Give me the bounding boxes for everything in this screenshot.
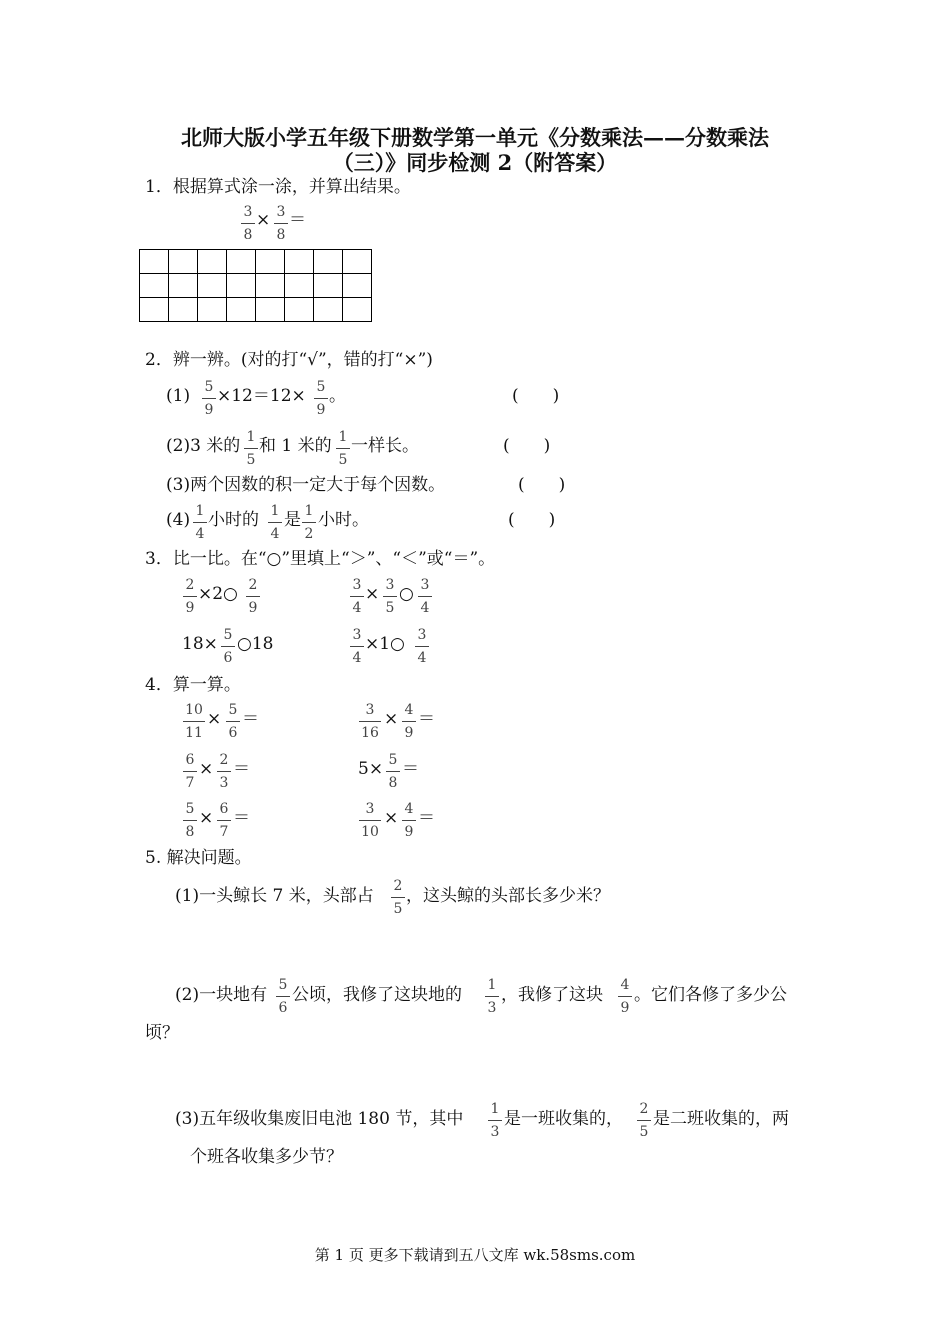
grid-cell[interactable] <box>285 298 314 322</box>
numerator: 3 <box>417 627 427 643</box>
denominator: 2 <box>304 526 314 542</box>
denominator: 9 <box>620 1000 630 1016</box>
q4b-times: × <box>384 709 399 729</box>
denominator: 4 <box>420 600 430 616</box>
denominator: 9 <box>185 600 195 616</box>
q5-problem2-text-1: (2)一块地有 <box>175 985 268 1005</box>
numerator: 3 <box>352 627 362 643</box>
fraction-bar <box>202 398 216 399</box>
numerator: 6 <box>185 752 195 768</box>
q4b-equals: ＝ <box>418 709 435 729</box>
numerator: 3 <box>385 577 395 593</box>
grid-cell[interactable] <box>169 274 198 298</box>
numerator: 5 <box>388 752 398 768</box>
denominator: 6 <box>278 1000 288 1016</box>
fraction-bar <box>637 1120 651 1121</box>
numerator: 4 <box>620 977 630 993</box>
numerator: 5 <box>204 379 214 395</box>
q2-item2-text: 和 1 米的 <box>259 436 332 456</box>
fraction-bar <box>314 398 328 399</box>
numerator: 2 <box>248 577 258 593</box>
denominator: 5 <box>393 901 403 917</box>
fraction-bar <box>183 820 197 821</box>
q2-item1-text: ×12＝12× <box>217 386 306 406</box>
q2-item2-answer-paren[interactable]: ( ) <box>503 436 551 456</box>
q3b-times: × <box>365 584 380 604</box>
fraction-bar <box>391 897 405 898</box>
numerator: 1 <box>487 977 497 993</box>
q5-problem2-text-5: 顷？ <box>145 1023 179 1043</box>
fraction-bar <box>276 996 290 997</box>
q4f-times: × <box>384 808 399 828</box>
grid-cell[interactable] <box>227 274 256 298</box>
grid-row <box>140 250 372 274</box>
denominator: 5 <box>385 600 395 616</box>
q4-heading: 4．算一算。 <box>145 675 241 695</box>
q5-problem3-text-4: 个班各收集多少节？ <box>190 1147 343 1167</box>
grid-cell[interactable] <box>314 250 343 274</box>
fraction-bar <box>418 596 432 597</box>
fraction-bar <box>183 771 197 772</box>
q5-problem3-text-1: (3)五年级收集废旧电池 180 节，其中 <box>175 1109 464 1129</box>
q2-item4-answer-paren[interactable]: ( ) <box>508 510 556 530</box>
q2-item4-text-1: 小时的 <box>208 510 259 530</box>
q1-equals: ＝ <box>289 210 306 230</box>
q2-item4-text-2: 是 <box>284 510 301 530</box>
q4d-equals: ＝ <box>402 759 419 779</box>
fraction-bar <box>402 820 416 821</box>
fraction-bar <box>415 646 429 647</box>
grid-cell[interactable] <box>256 298 285 322</box>
denominator: 8 <box>276 227 286 243</box>
fraction-bar <box>383 596 397 597</box>
grid-cell[interactable] <box>169 298 198 322</box>
numerator: 5 <box>228 702 238 718</box>
numerator: 3 <box>352 577 362 593</box>
denominator: 4 <box>270 526 280 542</box>
numerator: 3 <box>365 801 375 817</box>
numerator: 1 <box>304 503 314 519</box>
fraction-bar <box>402 721 416 722</box>
numerator: 3 <box>365 702 375 718</box>
grid-cell[interactable] <box>256 274 285 298</box>
q4d-prefix: 5× <box>358 759 384 779</box>
fraction-bar <box>244 448 258 449</box>
grid-cell[interactable] <box>140 274 169 298</box>
fraction-bar <box>246 596 260 597</box>
q2-item1-label: (1) <box>166 386 191 406</box>
fraction-bar <box>350 596 364 597</box>
q4e-equals: ＝ <box>233 808 250 828</box>
denominator: 7 <box>185 775 195 791</box>
grid-cell[interactable] <box>314 274 343 298</box>
numerator: 3 <box>420 577 430 593</box>
grid-cell[interactable] <box>343 298 372 322</box>
q2-item2-end: 一样长。 <box>351 436 419 456</box>
fraction-bar <box>336 448 350 449</box>
q5-problem1-text-2: ，这头鲸的头部长多少米？ <box>406 886 610 906</box>
numerator: 1 <box>195 503 205 519</box>
q3d-compare[interactable]: ×1○ <box>365 634 405 654</box>
numerator: 3 <box>276 204 286 220</box>
numerator: 4 <box>404 702 414 718</box>
denominator: 4 <box>417 650 427 666</box>
denominator: 4 <box>352 650 362 666</box>
fraction-bar <box>386 771 400 772</box>
q2-item1-answer-paren[interactable]: ( ) <box>512 386 560 406</box>
fraction-bar <box>485 996 499 997</box>
fraction-bar <box>302 522 316 523</box>
numerator: 1 <box>270 503 280 519</box>
grid-cell[interactable] <box>256 250 285 274</box>
numerator: 2 <box>185 577 195 593</box>
fraction-bar <box>359 820 381 821</box>
q4e-times: × <box>199 808 214 828</box>
q3a-compare[interactable]: ×2○ <box>198 584 238 604</box>
fraction-bar <box>359 721 381 722</box>
q3c-compare[interactable]: ○18 <box>237 634 274 654</box>
q3c-prefix: 18× <box>182 634 218 654</box>
q1-times: × <box>256 210 271 230</box>
q4a-times: × <box>207 709 222 729</box>
grid-cell[interactable] <box>227 298 256 322</box>
numerator: 6 <box>219 801 229 817</box>
denominator: 5 <box>338 452 348 468</box>
fraction-bar <box>193 522 207 523</box>
denominator: 6 <box>228 725 238 741</box>
q5-problem1-text-1: (1)一头鲸长 7 米，头部占 <box>175 886 374 906</box>
q5-problem2-text-4: 。它们各修了多少公 <box>634 985 787 1005</box>
q5-problem2-text-3: ，我修了这块 <box>501 985 603 1005</box>
numerator: 5 <box>316 379 326 395</box>
denominator: 10 <box>361 824 379 840</box>
numerator: 1 <box>246 429 256 445</box>
numerator: 10 <box>185 702 203 718</box>
q3-heading: 3．比一比。在“○”里填上“＞”、“＜”或“＝”。 <box>145 549 496 569</box>
grid-cell[interactable] <box>169 250 198 274</box>
denominator: 5 <box>246 452 256 468</box>
fraction-bar <box>226 721 240 722</box>
grid-row <box>140 298 372 322</box>
fraction-bar <box>241 223 255 224</box>
denominator: 9 <box>316 402 326 418</box>
denominator: 9 <box>204 402 214 418</box>
denominator: 9 <box>248 600 258 616</box>
denominator: 3 <box>219 775 229 791</box>
numerator: 1 <box>490 1101 500 1117</box>
denominator: 11 <box>185 725 203 741</box>
q2-item3-answer-paren[interactable]: ( ) <box>518 475 566 495</box>
fraction-bar <box>183 596 197 597</box>
fraction-bar <box>217 820 231 821</box>
grid-cell[interactable] <box>314 298 343 322</box>
numerator: 3 <box>243 204 253 220</box>
q4c-times: × <box>199 759 214 779</box>
denominator: 9 <box>404 824 414 840</box>
denominator: 6 <box>223 650 233 666</box>
grid-cell[interactable] <box>285 274 314 298</box>
q2-item3-text: (3)两个因数的积一定大于每个因数。 <box>166 475 446 495</box>
q4c-equals: ＝ <box>233 759 250 779</box>
q5-problem3-text-3: 是二班收集的，两 <box>653 1109 789 1129</box>
q1-heading: 1．根据算式涂一涂，并算出结果。 <box>145 177 411 197</box>
numerator: 1 <box>338 429 348 445</box>
grid-cell[interactable] <box>198 250 227 274</box>
q2-item4-label: (4) <box>166 510 191 530</box>
fraction-bar <box>268 522 282 523</box>
denominator: 8 <box>243 227 253 243</box>
q2-item4-end: 小时。 <box>318 510 369 530</box>
denominator: 4 <box>352 600 362 616</box>
fraction-bar <box>221 646 235 647</box>
grid-cell[interactable] <box>198 298 227 322</box>
fraction-bar <box>217 771 231 772</box>
grid-cell[interactable] <box>140 298 169 322</box>
q4f-equals: ＝ <box>418 808 435 828</box>
q3b-compare-circle[interactable]: ○ <box>399 584 414 604</box>
denominator: 8 <box>388 775 398 791</box>
fraction-bar <box>350 646 364 647</box>
q2-item2-label: (2)3 米的 <box>166 436 241 456</box>
denominator: 7 <box>219 824 229 840</box>
numerator: 5 <box>278 977 288 993</box>
denominator: 3 <box>490 1124 500 1140</box>
grid-cell[interactable] <box>343 274 372 298</box>
numerator: 2 <box>219 752 229 768</box>
numerator: 2 <box>393 878 403 894</box>
numerator: 4 <box>404 801 414 817</box>
page-title-line2: （三）》同步检测 2（附答案） <box>332 150 618 175</box>
page-title-line1: 北师大版小学五年级下册数学第一单元《分数乘法——分数乘法 <box>181 125 769 150</box>
grid-cell[interactable] <box>343 250 372 274</box>
grid-cell[interactable] <box>227 250 256 274</box>
denominator: 9 <box>404 725 414 741</box>
q5-heading: 5. 解决问题。 <box>145 848 252 868</box>
fraction-bar <box>618 996 632 997</box>
grid-cell[interactable] <box>285 250 314 274</box>
q5-problem2-text-2: 公顷，我修了这块地的 <box>292 985 462 1005</box>
fraction-bar <box>488 1120 502 1121</box>
coloring-grid[interactable] <box>139 249 372 322</box>
q2-heading: 2．辨一辨。(对的打“√”，错的打“×”) <box>145 350 433 370</box>
q5-problem3-text-2: 是一班收集的， <box>504 1109 623 1129</box>
q2-item1-end: 。 <box>329 386 346 406</box>
grid-row <box>140 274 372 298</box>
numerator: 5 <box>185 801 195 817</box>
numerator: 5 <box>223 627 233 643</box>
q4a-equals: ＝ <box>242 709 259 729</box>
denominator: 8 <box>185 824 195 840</box>
numerator: 2 <box>639 1101 649 1117</box>
grid-cell[interactable] <box>198 274 227 298</box>
denominator: 5 <box>639 1124 649 1140</box>
fraction-bar <box>183 721 205 722</box>
denominator: 16 <box>361 725 379 741</box>
denominator: 4 <box>195 526 205 542</box>
fraction-bar <box>274 223 288 224</box>
page-footer: 第 1 页 更多下载请到五八文库 wk.58sms.com <box>314 1246 636 1264</box>
denominator: 3 <box>487 1000 497 1016</box>
grid-cell[interactable] <box>140 250 169 274</box>
